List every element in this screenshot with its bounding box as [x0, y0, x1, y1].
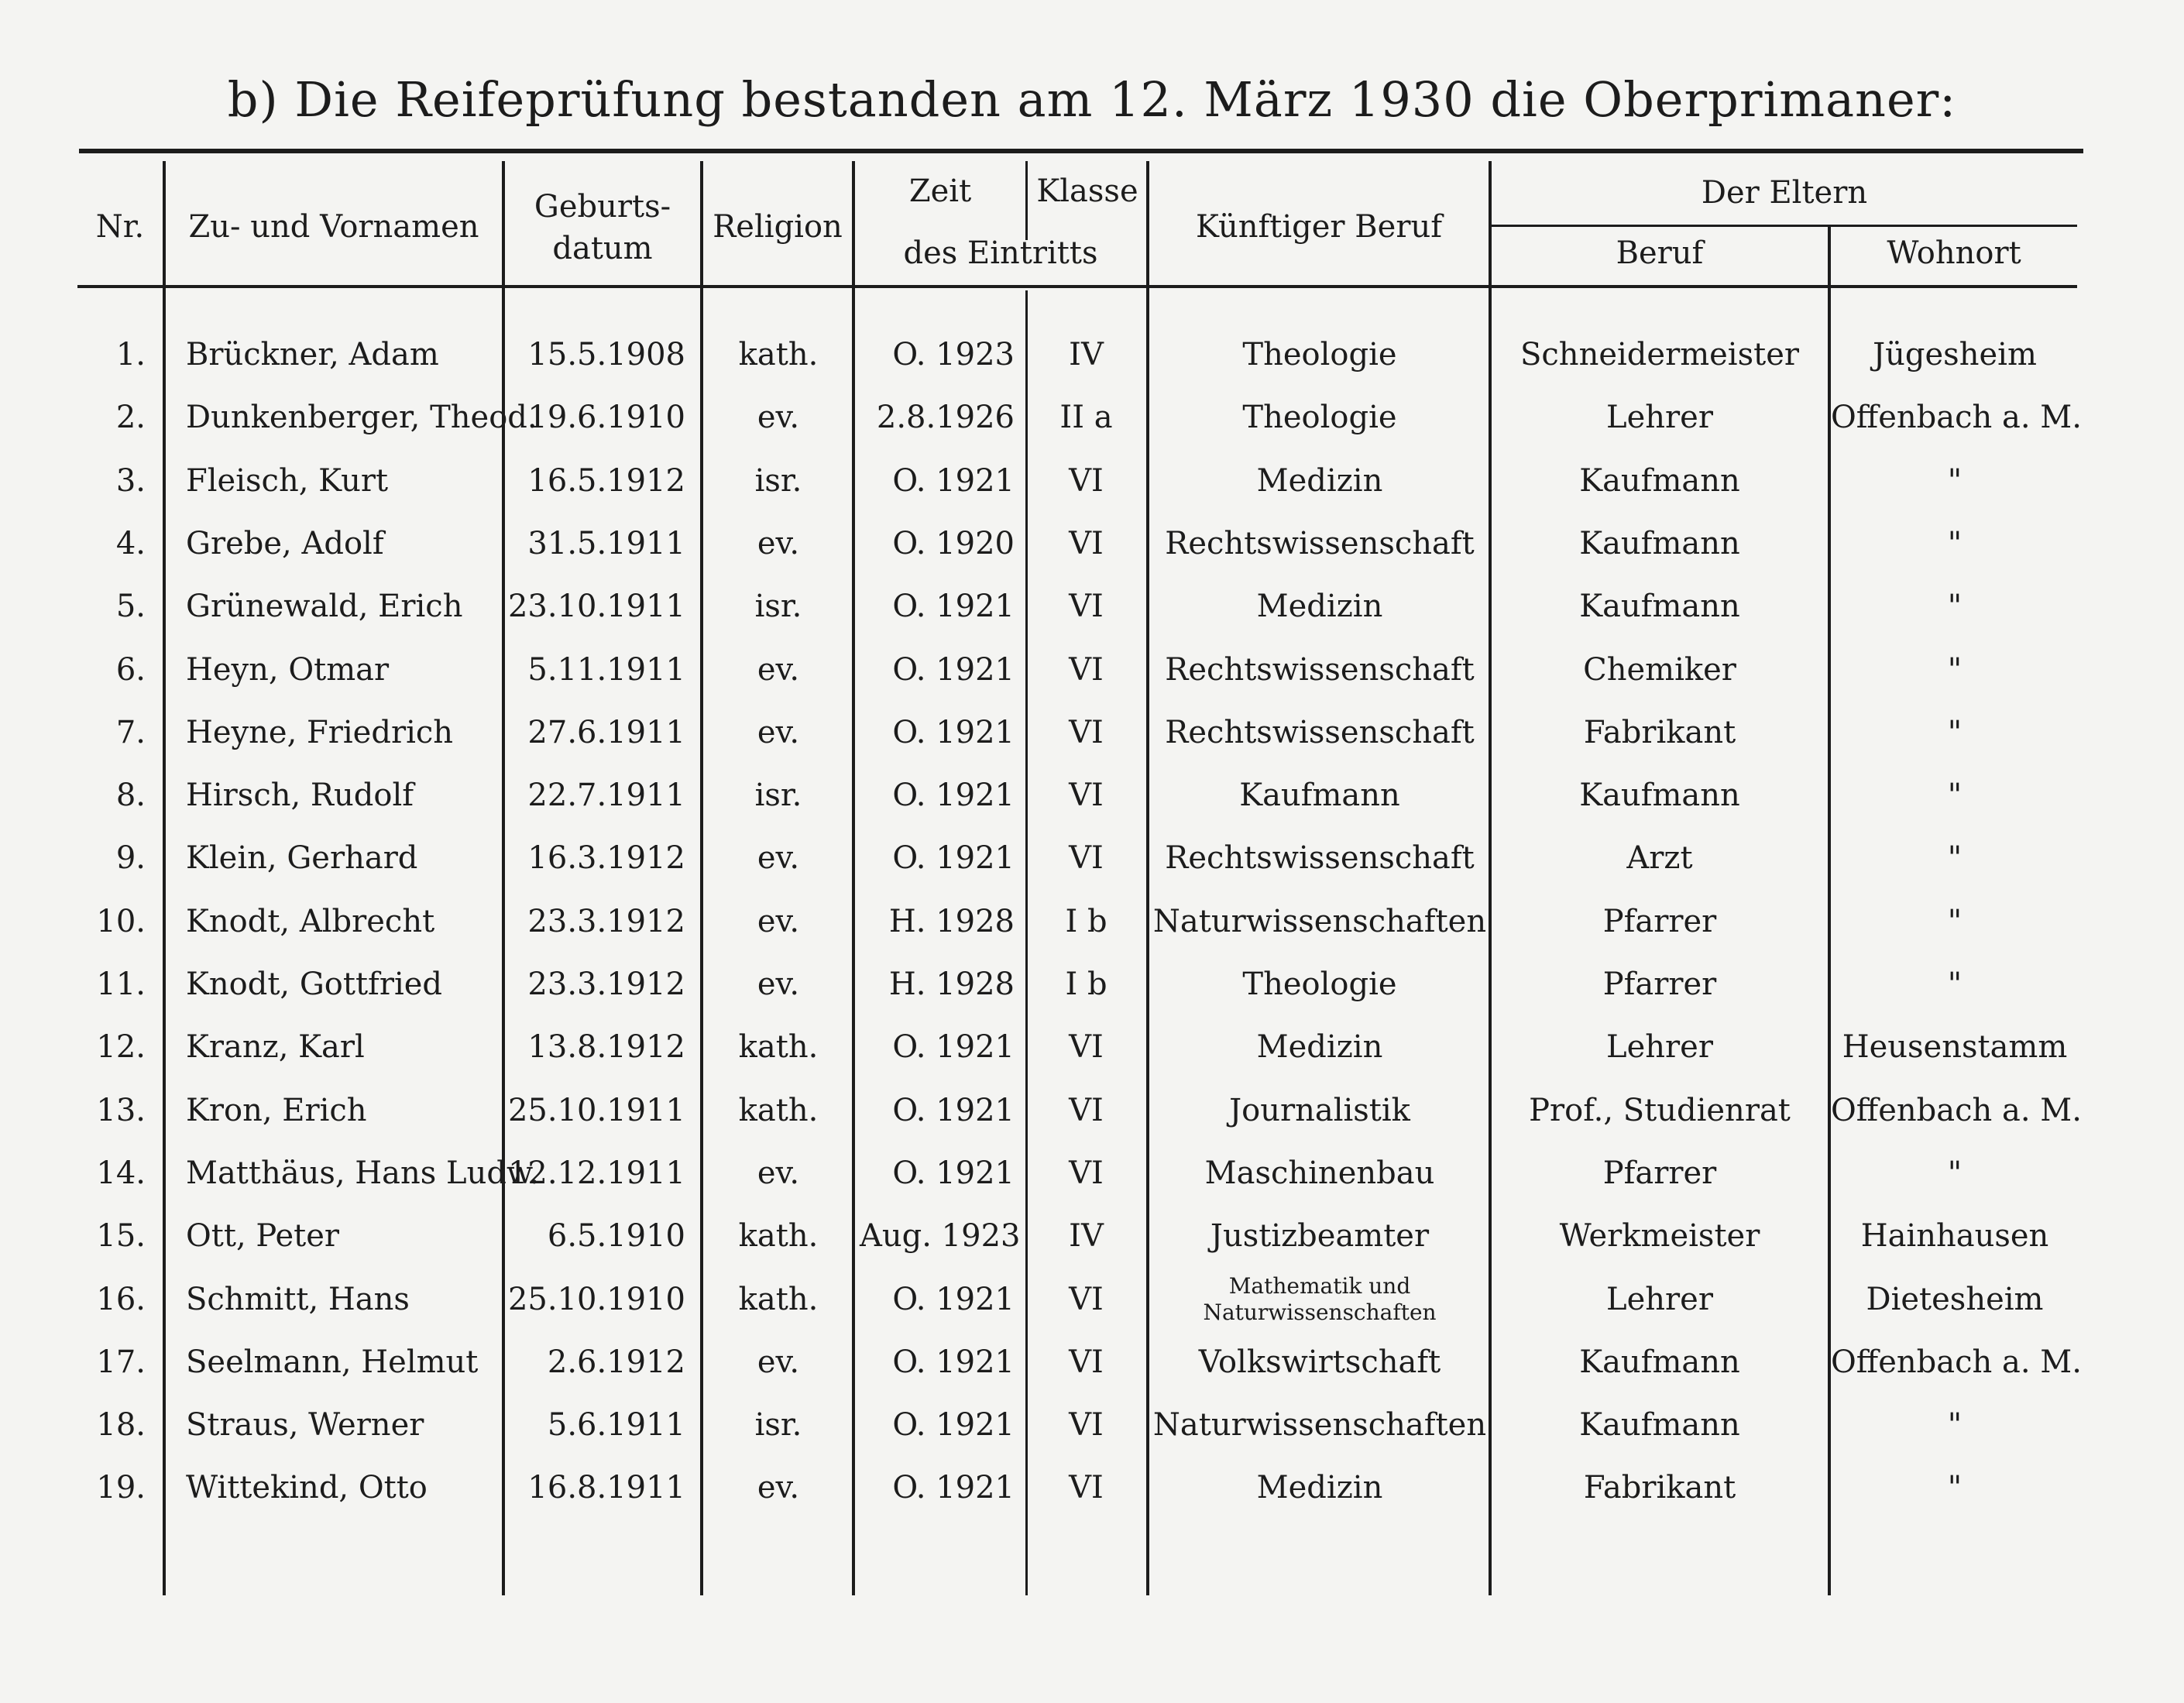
entry-date: O. 1921: [892, 1470, 1015, 1506]
entry-date: O. 1921: [892, 1155, 1015, 1191]
entry-class: VI: [1069, 1093, 1104, 1128]
religion: kath.: [738, 337, 819, 373]
entry-class: VI: [1069, 589, 1104, 624]
parent-profession: Kaufmann: [1579, 1407, 1740, 1443]
parent-residence: ": [1947, 715, 1963, 750]
future-profession: Mathematik und Naturwissenschaften: [1203, 1273, 1437, 1325]
column-divider: [502, 161, 505, 1595]
religion: isr.: [754, 589, 802, 624]
entry-date: O. 1921: [892, 715, 1015, 750]
header-dob-line1: Geburts-: [534, 189, 671, 225]
parent-residence: Heusenstamm: [1842, 1029, 2068, 1065]
row-number: 18.: [96, 1407, 146, 1443]
entry-date: O. 1921: [892, 778, 1015, 813]
entry-date: O. 1921: [892, 1344, 1015, 1380]
religion: ev.: [757, 400, 800, 435]
future-profession: Rechtswissenschaft: [1165, 840, 1475, 876]
parent-residence: ": [1947, 904, 1963, 939]
parent-profession: Fabrikant: [1583, 1470, 1736, 1506]
row-number: 11.: [96, 967, 146, 1002]
parent-profession: Kaufmann: [1579, 589, 1740, 624]
birth-date: 13.8.1912: [527, 1029, 685, 1065]
future-profession: Justizbeamter: [1210, 1218, 1430, 1254]
student-name: Knodt, Gottfried: [186, 967, 443, 1002]
religion: ev.: [757, 526, 800, 561]
parent-profession: Lehrer: [1606, 1029, 1713, 1065]
student-name: Fleisch, Kurt: [186, 463, 389, 499]
header-name: Zu- und Vornamen: [188, 209, 479, 245]
student-name: Straus, Werner: [186, 1407, 424, 1443]
student-name: Knodt, Albrecht: [186, 904, 435, 939]
future-profession: Journalistik: [1229, 1093, 1410, 1128]
header-parents: Der Eltern: [1701, 175, 1868, 211]
religion: isr.: [754, 463, 802, 499]
student-name: Wittekind, Otto: [186, 1470, 428, 1506]
parent-residence: Offenbach a. M.: [1831, 1344, 2082, 1380]
future-profession: Naturwissenschaften: [1152, 1407, 1487, 1443]
student-name: Heyne, Friedrich: [186, 715, 454, 750]
entry-date: O. 1921: [892, 1093, 1015, 1128]
student-name: Klein, Gerhard: [186, 840, 418, 876]
future-profession: Maschinenbau: [1204, 1155, 1435, 1191]
student-name: Schmitt, Hans: [186, 1282, 410, 1317]
entry-date: O. 1921: [892, 652, 1015, 688]
parent-profession: Lehrer: [1606, 400, 1713, 435]
row-number: 5.: [115, 589, 146, 624]
student-name: Heyn, Otmar: [186, 652, 390, 688]
entry-class: VI: [1069, 715, 1104, 750]
religion: ev.: [757, 1470, 800, 1506]
header-dob-line2: datum: [552, 231, 653, 266]
entry-class: I b: [1065, 904, 1107, 939]
parent-residence: ": [1947, 967, 1963, 1002]
future-profession: Medizin: [1256, 1029, 1383, 1065]
birth-date: 23.10.1911: [507, 589, 685, 624]
parent-profession: Pfarrer: [1602, 1155, 1717, 1191]
entry-class: VI: [1069, 778, 1104, 813]
parent-profession: Werkmeister: [1559, 1218, 1760, 1254]
entry-class: VI: [1069, 526, 1104, 561]
row-number: 3.: [115, 463, 146, 499]
row-number: 1.: [115, 337, 146, 373]
birth-date: 5.6.1911: [547, 1407, 685, 1443]
parent-residence: ": [1947, 1155, 1963, 1191]
header-nr: Nr.: [95, 209, 145, 245]
entry-class: IV: [1069, 337, 1104, 373]
entry-class: II a: [1059, 400, 1113, 435]
student-name: Brückner, Adam: [186, 337, 439, 373]
column-divider: [700, 161, 703, 1595]
future-profession: Medizin: [1256, 463, 1383, 499]
student-name: Kron, Erich: [186, 1093, 367, 1128]
religion: ev.: [757, 1344, 800, 1380]
header-class: Klasse: [1036, 173, 1138, 209]
parents-divider-rule: [1492, 225, 2077, 227]
student-name: Kranz, Karl: [186, 1029, 365, 1065]
row-number: 19.: [96, 1470, 146, 1506]
row-number: 16.: [96, 1282, 146, 1317]
student-name: Hirsch, Rudolf: [186, 778, 414, 813]
parent-profession: Kaufmann: [1579, 778, 1740, 813]
religion: ev.: [757, 1155, 800, 1191]
page-title: b) Die Reifeprüfung bestanden am 12. März 1930 die Oberprimaner:: [227, 71, 1957, 128]
student-name: Grebe, Adolf: [186, 526, 384, 561]
parent-residence: Jügesheim: [1873, 337, 2037, 373]
row-number: 4.: [115, 526, 146, 561]
entry-date: O. 1921: [892, 840, 1015, 876]
religion: kath.: [738, 1093, 819, 1128]
future-profession: Theologie: [1242, 400, 1397, 435]
header-future: Künftiger Beruf: [1195, 209, 1443, 245]
entry-class: VI: [1069, 1282, 1104, 1317]
entry-date: H. 1928: [888, 967, 1015, 1002]
parent-profession: Pfarrer: [1602, 967, 1717, 1002]
parent-residence: ": [1947, 589, 1963, 624]
parent-profession: Kaufmann: [1579, 463, 1740, 499]
row-number: 14.: [96, 1155, 146, 1191]
birth-date: 12.12.1911: [507, 1155, 685, 1191]
religion: kath.: [738, 1029, 819, 1065]
birth-date: 16.3.1912: [527, 840, 685, 876]
birth-date: 23.3.1912: [527, 967, 685, 1002]
parent-residence: ": [1947, 463, 1963, 499]
entry-date: O. 1921: [892, 1029, 1015, 1065]
header-bottom-rule: [77, 285, 2077, 288]
row-number: 9.: [115, 840, 146, 876]
header-parents-job: Beruf: [1616, 235, 1704, 271]
future-profession: Naturwissenschaften: [1152, 904, 1487, 939]
row-number: 8.: [115, 778, 146, 813]
parent-residence: Offenbach a. M.: [1831, 400, 2082, 435]
entry-date: O. 1921: [892, 1282, 1015, 1317]
student-name: Seelmann, Helmut: [186, 1344, 479, 1380]
header-dob: [505, 186, 700, 270]
future-profession: Volkswirtschaft: [1198, 1344, 1441, 1380]
student-name: Matthäus, Hans Ludw.: [186, 1155, 540, 1191]
parent-profession: Prof., Studienrat: [1529, 1093, 1791, 1128]
header-parents-residence: Wohnort: [1887, 235, 2021, 271]
row-number: 2.: [115, 400, 146, 435]
birth-date: 6.5.1910: [547, 1218, 685, 1254]
header-religion: Religion: [713, 209, 843, 245]
future-profession: Rechtswissenschaft: [1165, 715, 1475, 750]
birth-date: 27.6.1911: [527, 715, 685, 750]
birth-date: 2.6.1912: [547, 1344, 685, 1380]
header-time: Zeit: [908, 173, 972, 209]
birth-date: 23.3.1912: [527, 904, 685, 939]
parent-residence: ": [1947, 1407, 1963, 1443]
parent-residence: Dietesheim: [1866, 1282, 2044, 1317]
parent-residence: ": [1947, 526, 1963, 561]
religion: kath.: [738, 1282, 819, 1317]
parent-profession: Fabrikant: [1583, 715, 1736, 750]
birth-date: 15.5.1908: [527, 337, 685, 373]
parent-residence: ": [1947, 652, 1963, 688]
birth-date: 25.10.1910: [507, 1282, 685, 1317]
future-profession: Medizin: [1256, 589, 1383, 624]
column-divider: [1025, 161, 1028, 240]
top-rule: [79, 149, 2083, 153]
parent-profession: Chemiker: [1583, 652, 1736, 688]
entry-class: VI: [1069, 1407, 1104, 1443]
row-number: 15.: [96, 1218, 146, 1254]
row-number: 13.: [96, 1093, 146, 1128]
entry-class: I b: [1065, 967, 1107, 1002]
birth-date: 19.6.1910: [527, 400, 685, 435]
future-profession: Theologie: [1242, 967, 1397, 1002]
birth-date: 22.7.1911: [527, 778, 685, 813]
row-number: 17.: [96, 1344, 146, 1380]
entry-date: O. 1921: [892, 589, 1015, 624]
religion: isr.: [754, 778, 802, 813]
student-name: Ott, Peter: [186, 1218, 340, 1254]
future-profession: Medizin: [1256, 1470, 1383, 1506]
row-number: 12.: [96, 1029, 146, 1065]
entry-class: VI: [1069, 1344, 1104, 1380]
column-divider: [1489, 161, 1492, 1595]
entry-date: O. 1923: [892, 337, 1015, 373]
entry-date: O. 1920: [892, 526, 1015, 561]
parent-profession: Kaufmann: [1579, 526, 1740, 561]
entry-date: H. 1928: [888, 904, 1015, 939]
future-profession: Kaufmann: [1239, 778, 1400, 813]
future-profession: Theologie: [1242, 337, 1397, 373]
column-divider: [1146, 161, 1149, 1595]
parent-profession: Schneidermeister: [1520, 337, 1799, 373]
entry-class: VI: [1069, 1029, 1104, 1065]
birth-date: 16.8.1911: [527, 1470, 685, 1506]
religion: ev.: [757, 904, 800, 939]
student-name: Dunkenberger, Theod.: [186, 400, 537, 435]
birth-date: 25.10.1911: [507, 1093, 685, 1128]
religion: isr.: [754, 1407, 802, 1443]
religion: ev.: [757, 840, 800, 876]
birth-date: 5.11.1911: [527, 652, 685, 688]
parent-profession: Lehrer: [1606, 1282, 1713, 1317]
entry-date: 2.8.1926: [876, 400, 1015, 435]
header-entry: des Eintritts: [903, 235, 1098, 271]
parent-residence: ": [1947, 778, 1963, 813]
column-divider: [163, 161, 166, 1595]
entry-class: VI: [1069, 1470, 1104, 1506]
birth-date: 16.5.1912: [527, 463, 685, 499]
parent-residence: Offenbach a. M.: [1831, 1093, 2082, 1128]
entry-class: IV: [1069, 1218, 1104, 1254]
religion: ev.: [757, 715, 800, 750]
parent-profession: Kaufmann: [1579, 1344, 1740, 1380]
parent-profession: Arzt: [1626, 840, 1693, 876]
entry-date: Aug. 1923: [860, 1218, 1021, 1254]
entry-class: VI: [1069, 463, 1104, 499]
religion: ev.: [757, 967, 800, 1002]
row-number: 7.: [115, 715, 146, 750]
entry-class: VI: [1069, 652, 1104, 688]
parent-residence: ": [1947, 840, 1963, 876]
birth-date: 31.5.1911: [527, 526, 685, 561]
row-number: 10.: [96, 904, 146, 939]
student-name: Grünewald, Erich: [186, 589, 463, 624]
entry-date: O. 1921: [892, 1407, 1015, 1443]
entry-class: VI: [1069, 840, 1104, 876]
parent-residence: Hainhausen: [1860, 1218, 2049, 1254]
parent-profession: Pfarrer: [1602, 904, 1717, 939]
future-profession: Rechtswissenschaft: [1165, 652, 1475, 688]
entry-class: VI: [1069, 1155, 1104, 1191]
column-divider: [852, 161, 855, 1595]
parent-residence: ": [1947, 1470, 1963, 1506]
religion: ev.: [757, 652, 800, 688]
row-number: 6.: [115, 652, 146, 688]
religion: kath.: [738, 1218, 819, 1254]
future-profession: Rechtswissenschaft: [1165, 526, 1475, 561]
entry-date: O. 1921: [892, 463, 1015, 499]
